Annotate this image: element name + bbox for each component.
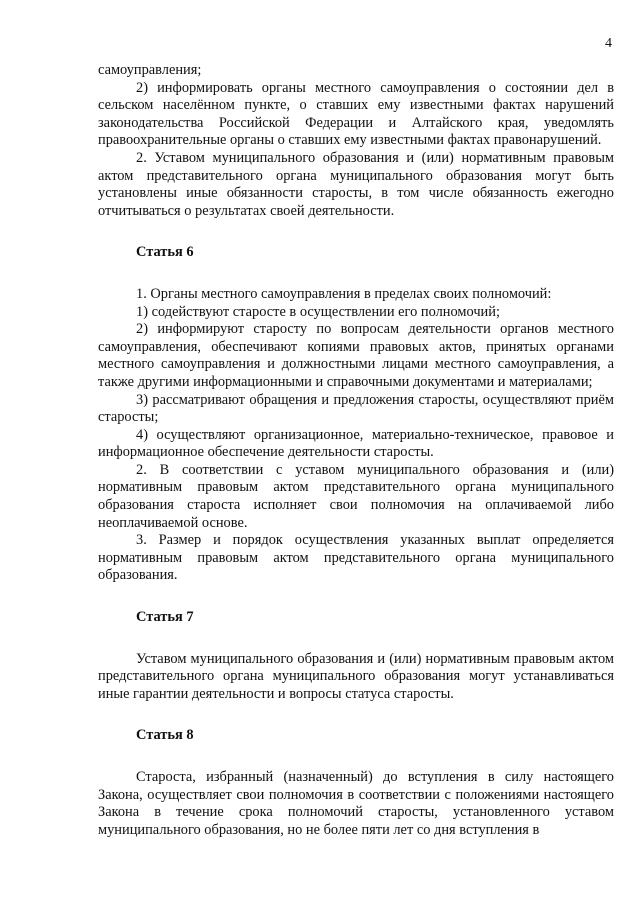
- paragraph: 3. Размер и порядок осуществления указанных выплат определяется нормативным правовым актом представительного органа муниципального образования.: [98, 532, 614, 584]
- paragraph: 2) информировать органы местного самоуправления о состоянии дел в сельском населённом пункте, о ставших ему известными фактах нарушений законодательства Российской Федерации и Алтайского края, уведомлять правоохранительные органы о ставших ему известными фактах правонарушений.: [98, 79, 614, 149]
- paragraph: Староста, избранный (назначенный) до вступления в силу настоящего Закона, осуществляет свои полномочия в соответствии с положениями настоящего Закона в течение срока полномочий старосты, установленного уставом муниципального образования, но не более пяти лет со дня вступления в: [98, 769, 614, 838]
- paragraph: 3) рассматривают обращения и предложения старосты, осуществляют приём старосты;: [98, 391, 614, 426]
- document-body: [98, 62, 614, 839]
- article-heading: Статья 6: [136, 244, 194, 261]
- paragraph: Уставом муниципального образования и (или) нормативным правовым актом представительного органа муниципального образования могут устанавливаться иные гарантии деятельности и вопросы статуса старосты.: [98, 650, 614, 702]
- paragraph: 1. Органы местного самоуправления в пределах своих полномочий:: [136, 285, 552, 302]
- paragraph: 1) содействуют старосте в осуществлении его полномочий;: [136, 303, 500, 320]
- paragraph: самоуправления;: [98, 62, 202, 78]
- paragraph: 4) осуществляют организационное, материально-техническое, правовое и информационное обеспечение деятельности старосты.: [98, 426, 614, 461]
- page-number: 4: [605, 36, 612, 51]
- paragraph: 2. В соответствии с уставом муниципального образования и (или) нормативным правовым актом представительного органа муниципального образования староста исполняет свои полномочия на оплачиваемой либо неоплачиваемой основе.: [98, 461, 614, 531]
- paragraph: 2) информируют старосту по вопросам деятельности органов местного самоуправления, обеспечивают копиями правовых актов, принятых органами местного самоуправления и должностными лицами местного самоуправления, а также другими информационными и справочными документами и материалами;: [98, 321, 614, 390]
- paragraph: 2. Уставом муниципального образования и (или) нормативным правовым актом представительного органа муниципального образования могут быть установлены иные обязанности старосты, в том числе обязанность ежегодно отчитываться о результатах своей деятельности.: [98, 149, 614, 219]
- article-heading: Статья 8: [136, 727, 194, 744]
- article-heading: Статья 7: [136, 609, 194, 626]
